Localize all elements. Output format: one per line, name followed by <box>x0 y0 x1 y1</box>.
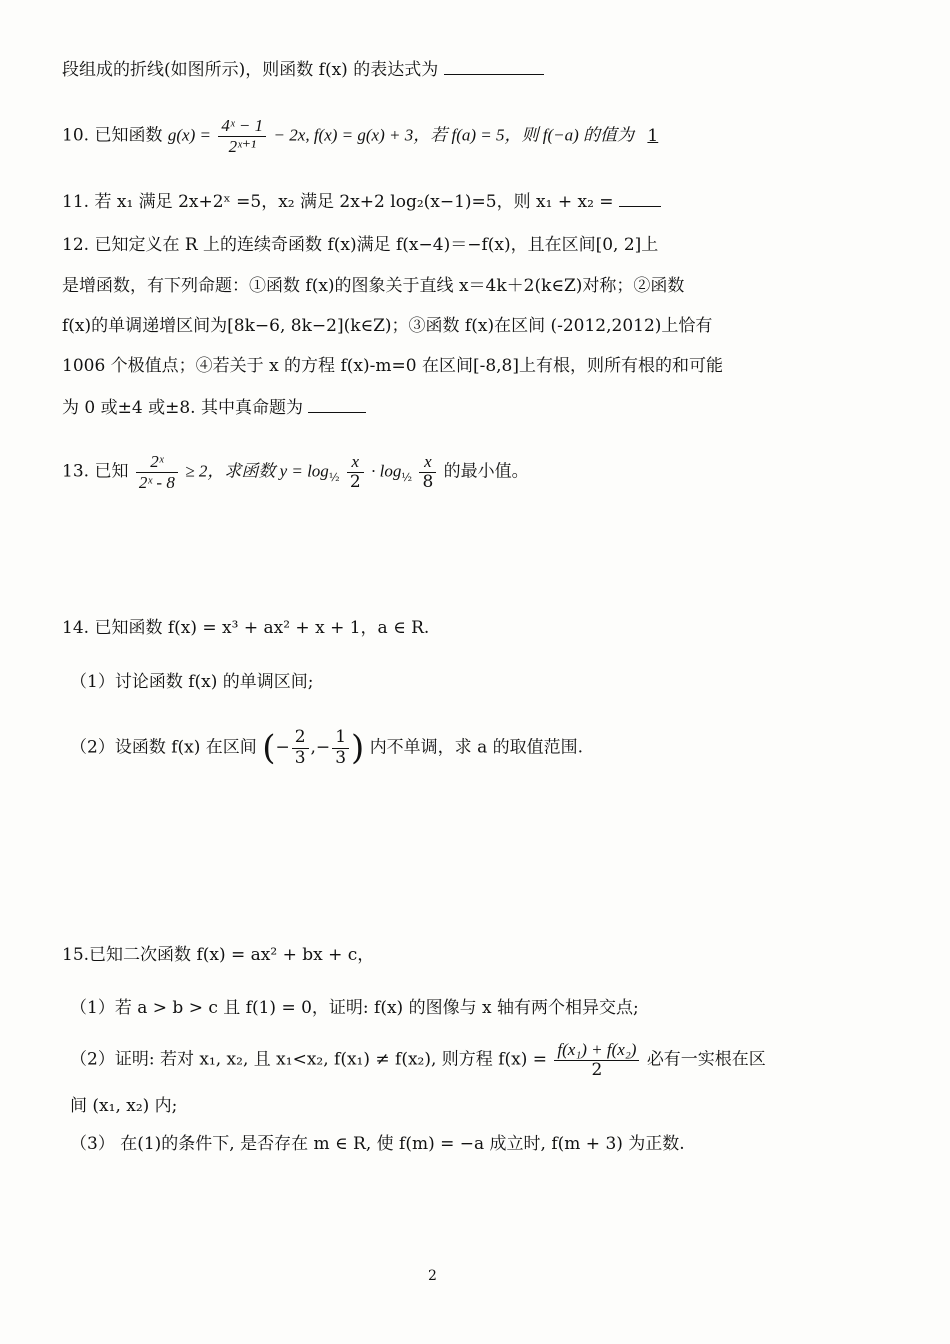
q15-part-1: （1）若 a > b > c 且 f(1) = 0，证明: f(x) 的图像与 x 轴有两个相异交点; <box>70 998 639 1018</box>
answer-blank <box>619 192 661 207</box>
q13-text: 已知 <box>94 461 129 482</box>
page-number: 2 <box>428 1268 437 1284</box>
q13-ge: ≥ 2，求函数 y = log <box>185 461 329 481</box>
q10-text: 已知函数 <box>94 125 163 146</box>
q10-number: 10. <box>62 125 90 146</box>
q15-part-2 <box>70 1040 766 1080</box>
q13-tail: 的最小值。 <box>443 461 529 482</box>
q15-fraction <box>554 1040 639 1080</box>
q15-p2-tail: 必有一实根在区 <box>646 1049 766 1070</box>
q13-f1-num: x <box>347 452 364 473</box>
q14-part-2: （2）设函数 f(x) 在区间 (− $\frac{2}{3}$ ,− $\frac{1}{3}$ ) 内不单调，求 a 的取值范围. <box>70 727 584 769</box>
q14-p2-tail: 内不单调，求 a 的取值范围. <box>369 737 584 758</box>
q13-f2-den: 8 <box>422 471 434 492</box>
q14-f1-num: 2 <box>292 728 309 749</box>
q12-line-2: 是增函数，有下列命题：①函数 f(x)的图象关于直线 x＝4k＋2(k∈Z)对称；②函数 <box>62 276 685 296</box>
q13-base-2: ½ <box>401 470 413 484</box>
q15-p2-text: （2）证明: 若对 x₁, x₂, 且 x₁<x₂, f(x₁) ≠ f(x₂), 则方程 f(x) = <box>70 1049 548 1070</box>
q14-part-1: （1）讨论函数 f(x) 的单调区间; <box>70 672 314 692</box>
q10-rest: − 2x, f(x) = g(x) + 3，若 f(a) = 5，则 f(−a) 的值为 <box>273 125 634 145</box>
q14-f1-den: 3 <box>294 747 306 768</box>
q14-frac-1 <box>292 728 309 768</box>
q10-g-lhs: g(x) = <box>167 125 211 145</box>
q10-frac-num: 4ˣ − 1 <box>218 116 266 137</box>
q14-p2-text: （2）设函数 f(x) 在区间 <box>70 737 257 758</box>
q13-f2-num: x <box>419 452 436 473</box>
q13-frac-num: 2ˣ <box>136 452 178 473</box>
q13-fraction <box>136 452 178 492</box>
answer-blank <box>444 60 544 75</box>
q12-line-3: f(x)的单调递增区间为[8k−6, 8k−2](k∈Z)；③函数 f(x)在区间 (-2012,2012)上恰有 <box>62 316 713 336</box>
q15-part-3: （3） 在(1)的条件下, 是否存在 m ∈ R, 使 f(m) = −a 成立时, f(m + 3) 为正数. <box>70 1134 685 1154</box>
left-paren: ( <box>262 728 276 769</box>
question-11 <box>62 192 661 212</box>
q14-frac-2 <box>332 728 349 768</box>
right-paren: ) <box>351 728 365 769</box>
q11-text: 若 x₁ 满足 2x+2ˣ =5，x₂ 满足 2x+2 log₂(x−1)=5，则 x₁ + x₂ = <box>94 192 614 212</box>
q12-line-5 <box>62 398 366 418</box>
question-10 <box>62 116 666 156</box>
q9-continuation <box>62 60 544 80</box>
q14-stem: 14. 已知函数 f(x) = x³ + ax² + x + 1，a ∈ R. <box>62 618 430 638</box>
q12-text: 为 0 或±4 或±8. 其中真命题为 <box>62 398 303 418</box>
q10-fraction <box>218 116 266 156</box>
q14-f2-den: 3 <box>335 747 347 768</box>
q15-frac-num: f(x₁) + f(x₂) <box>554 1040 639 1061</box>
q10-frac-den: 2ˣ⁺¹ <box>228 136 256 156</box>
q12-line-1: 12. 已知定义在 R 上的连续奇函数 f(x)满足 f(x−4)＝−f(x)，且在区间[0, 2]上 <box>62 235 659 255</box>
q13-number: 13. <box>62 461 90 482</box>
q14-f2-num: 1 <box>332 728 349 749</box>
q15-stem: 15.已知二次函数 f(x) = ax² + bx + c， <box>62 945 375 965</box>
q12-line-4: 1006 个极值点；④若关于 x 的方程 f(x)-m=0 在区间[-8,8]上有根，则所有根的和可能 <box>62 356 723 376</box>
q10-answer: 1 <box>647 125 659 146</box>
q13-f1-den: 2 <box>349 471 361 492</box>
q11-number: 11. <box>62 192 90 212</box>
q13-fraction-x-2 <box>347 452 364 492</box>
q13-fraction-x-8 <box>419 452 436 492</box>
q15-frac-den: 2 <box>591 1059 603 1080</box>
q9-text: 段组成的折线(如图所示)，则函数 f(x) 的表达式为 <box>62 60 439 80</box>
q15-part-2-cont: 间 (x₁, x₂) 内; <box>70 1096 178 1116</box>
q13-frac-den: 2ˣ - 8 <box>138 472 175 492</box>
answer-blank <box>308 398 366 413</box>
q13-mid: · log <box>371 461 402 481</box>
q13-base-1: ½ <box>328 470 340 484</box>
question-13 <box>62 452 529 492</box>
